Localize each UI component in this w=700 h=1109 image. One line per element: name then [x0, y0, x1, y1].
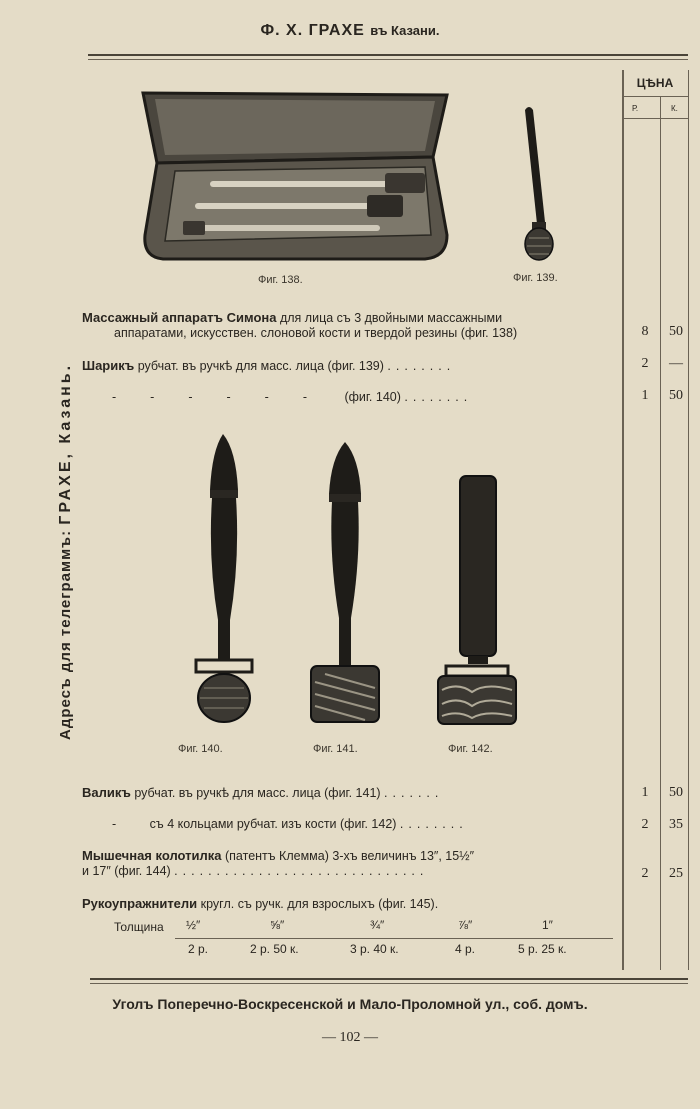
dot-leader: ........: [399, 817, 468, 831]
price-heading: ЦѢНА: [636, 76, 674, 90]
price-kop: 50: [669, 388, 683, 403]
item-massage-apparatus: [82, 310, 502, 325]
item-muscle-beater-cont: [82, 864, 428, 878]
ball-roller-illustration: [515, 102, 565, 267]
price-rub: 8: [641, 324, 649, 339]
caption-fig-140: Фиг. 140.: [178, 743, 223, 755]
item-title: Валикъ: [82, 785, 131, 800]
item-title: Массажный аппаратъ Симона: [82, 310, 277, 325]
price-kop: 25: [669, 866, 683, 881]
size-2: ⅝″: [270, 918, 285, 932]
price-head-rule: [624, 96, 688, 97]
ditto-mark: -: [112, 817, 117, 831]
price-rub: 1: [641, 388, 649, 403]
item-massage-apparatus-cont: [114, 326, 517, 340]
price-3: 3 р. 40 к.: [350, 942, 399, 956]
caption-fig-138: Фиг. 138.: [258, 274, 303, 286]
size-4: ⅞″: [458, 918, 473, 932]
page-number: — 102 —: [322, 1030, 378, 1045]
item-muscle-beater: [82, 848, 474, 863]
header-title: Ф. Х. ГРАХЕ: [260, 22, 365, 39]
price-1: 2 р.: [188, 942, 209, 956]
dot-leader: ........: [404, 390, 473, 404]
dot-leader: ........: [387, 359, 456, 373]
price-rub: 2: [641, 356, 649, 371]
item-text-cont: и 17″ (фиг. 144): [82, 864, 171, 878]
price-rub: 1: [641, 785, 649, 800]
item-ball-140: [112, 390, 472, 404]
item-hand-exerciser: [82, 896, 438, 911]
roller-140-illustration: [190, 430, 260, 730]
price-col-left: [622, 70, 624, 970]
price-kop: —: [669, 356, 683, 371]
roller-141-illustration: [305, 438, 385, 728]
item-text: съ 4 кольцами рубчат. изъ кости (фиг. 142): [149, 817, 397, 831]
header-suffix: въ Казани.: [370, 23, 440, 38]
item-roller-rings: [112, 817, 468, 831]
price-4: 4 р.: [455, 942, 476, 956]
caption-fig-141: Фиг. 141.: [313, 743, 358, 755]
dot-leader: ..............................: [174, 864, 429, 878]
price-kop: 35: [669, 817, 683, 832]
footer-rule: [90, 978, 688, 980]
item-title: Рукоупражнители: [82, 896, 198, 911]
item-ball: [82, 358, 455, 373]
item-title: Мышечная колотилка: [82, 848, 222, 863]
footer-rule-thin: [90, 983, 688, 984]
item-text-cont: аппаратами, искусствен. слоновой кости и твердой резины (фиг. 138): [114, 326, 518, 340]
footer-address: Уголъ Поперечно-Воскресенской и Мало-Проломной ул., соб. домъ.: [112, 996, 588, 1012]
item-roller: [82, 785, 443, 800]
roller-142-illustration: [432, 470, 522, 730]
size-3: ¾″: [370, 918, 385, 932]
telegram-address: [57, 363, 75, 740]
rub-label: Р.: [632, 104, 639, 113]
price-kop: 50: [669, 785, 683, 800]
item-title: Шарикъ: [82, 358, 135, 373]
dot-leader: .......: [384, 786, 444, 800]
header-rule: [88, 54, 688, 56]
telegram-name: ГРАХЕ, Казань.: [57, 362, 74, 525]
price-kop: 50: [669, 324, 683, 339]
caption-fig-142: Фиг. 142.: [448, 743, 493, 755]
caption-fig-139: Фиг. 139.: [513, 272, 558, 284]
kop-label: К.: [671, 104, 678, 113]
size-5: 1″: [542, 918, 553, 932]
item-text: для лица съ 3 двойными массажными: [279, 311, 503, 325]
item-text: рубчат. въ ручкѣ для масс. лица (фиг. 139): [137, 359, 384, 373]
price-2: 2 р. 50 к.: [250, 942, 299, 956]
page-header: [0, 22, 700, 40]
item-text: кругл. съ ручк. для взрослыхъ (фиг. 145).: [200, 897, 439, 911]
item-text: (патентъ Клемма) 3-хъ величинъ 13″, 15½″: [225, 849, 475, 863]
price-5: 5 р. 25 к.: [518, 942, 567, 956]
item-text: рубчат. въ ручкѣ для масс. лица (фиг. 141): [134, 786, 381, 800]
table-rule: [175, 938, 613, 939]
price-rub: 2: [641, 817, 649, 832]
size-1: ½″: [186, 918, 201, 932]
thickness-label: Толщина: [114, 920, 164, 934]
price-col-right: [688, 70, 689, 970]
telegram-prefix: Адресъ для телеграммъ:: [57, 529, 74, 740]
header-rule-thin: [88, 59, 688, 60]
price-rub: 2: [641, 866, 649, 881]
item-text: (фиг. 140): [344, 390, 401, 404]
ditto-dashes: ------: [112, 390, 341, 404]
price-col-mid: [660, 96, 661, 970]
price-sub-rule: [624, 118, 688, 119]
massage-case-illustration: [135, 85, 455, 265]
